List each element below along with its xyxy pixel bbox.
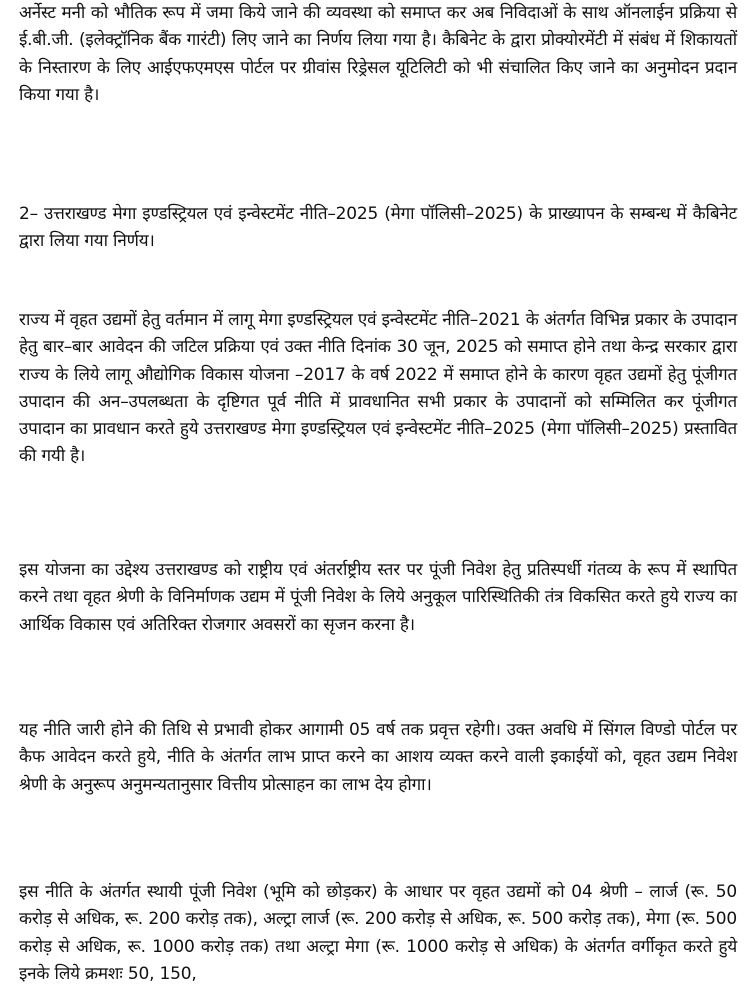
paragraph-policy-background: राज्य में वृहत उद्यमों हेतु वर्तमान में लागू मेगा इण्डस्ट्रियल एवं इन्वेस्टमेंट नीति–2021 के अंतर्गत विभिन्न प्रकार के उपादान हेतु बार–बार आवेदन की जटिल प्रक्रिया एवं उक्त नीति दिनांक 30 जून, 2025 को समाप्त होने तथा केन्द्र सरकार द्वारा राज्य के लिये लागू औद्योगिक विकास योजना –2017 के वर्ष 2022 में समाप्त होने के कारण वृहत उद्यमों हेतु पूंजीगत उपादान की अन–उपलब्धता के दृष्टिगत पूर्व नीति में प्रावधानित सभी प्रकार के उपादानों को सम्मिलित कर पूंजीगत उपादान का प्रावधान करते हुये उत्तराखण्ड मेगा इण्डस्ट्रियल एवं इन्वेस्टमेंट नीति–2025 (मेगा पॉलिसी–2025) प्रस्तावित की गयी है।: [19, 310, 737, 467]
paragraph-mega-policy-heading: 2– उत्तराखण्ड मेगा इण्डस्ट्रियल एवं इन्वेस्टमेंट नीति–2025 (मेगा पॉलिसी–2025) के प्राख्यापन के सम्बन्ध में कैबिनेट द्वारा लिया गया निर्णय।: [19, 204, 737, 252]
paragraph-scheme-objective: इस योजना का उद्देश्य उत्तराखण्ड को राष्ट्रीय एवं अंतर्राष्ट्रीय स्तर पर पूंजी निवेश हेतु प्रतिस्पर्धी गंतव्य के रूप में स्थापित करने तथा वृहत श्रेणी के विनिर्माणक उद्यम में पूंजी निवेश के लिये अनुकूल पारिस्थितिकी तंत्र विकसित करते हुये राज्य का आर्थिक विकास एवं अतिरिक्त रोजगार अवसरों का सृजन करना है।: [19, 560, 737, 635]
paragraph-enterprise-categories: इस नीति के अंतर्गत स्थायी पूंजी निवेश (भूमि को छोड़कर) के आधार पर वृहत उद्यमों को 04 श्रेणी – लार्ज (रू. 50 करोड़ से अधिक, रू. 200 करोड़ तक), अल्ट्रा लार्ज (रू. 200 करोड़ से अधिक, रू. 500 करोड़ तक), मेगा (रू. 500 करोड़ से अधिक, रू. 1000 करोड़ तक) तथा अल्ट्रा मेगा (रू. 1000 करोड़ से अधिक) के अंतर्गत वर्गीकृत करते हुये इनके लिये क्रमशः 50, 150,: [19, 882, 738, 984]
paragraph-earnest-money: अर्नेस्ट मनी को भौतिक रूप में जमा किये जाने की व्यवस्था को समाप्त कर अब निविदाओं के साथ ऑनलाईन प्रक्रिया से ई.बी.जी. (इलेक्ट्रॉनिक बैंक गारंटी) लिए जाने का निर्णय लिया गया है। कैबिनेट के द्वारा प्रोक्योरमेंटी में संबंध में शिकायतों के निस्तारण के लिए आईएफएमएस पोर्टल पर ग्रीवांस रिड्रेसल यूटिलिटी को भी संचालित किए जाने का अनुमोदन प्रदान किया गया है।: [19, 3, 737, 105]
paragraph-policy-validity: यह नीति जारी होने की तिथि से प्रभावी होकर आगामी 05 वर्ष तक प्रवृत्त रहेगी। उक्त अवधि में सिंगल विण्डो पोर्टल पर कैफ आवेदन करते हुये, नीति के अंतर्गत लाभ प्राप्त करने का आशय व्यक्त करने वाली इकाईयों को, वृहत उद्यम निवेश श्रेणी के अनुरूप अनुमन्यतानुसार वित्तीय प्रोत्साहन का लाभ देय होगा।: [19, 720, 737, 795]
